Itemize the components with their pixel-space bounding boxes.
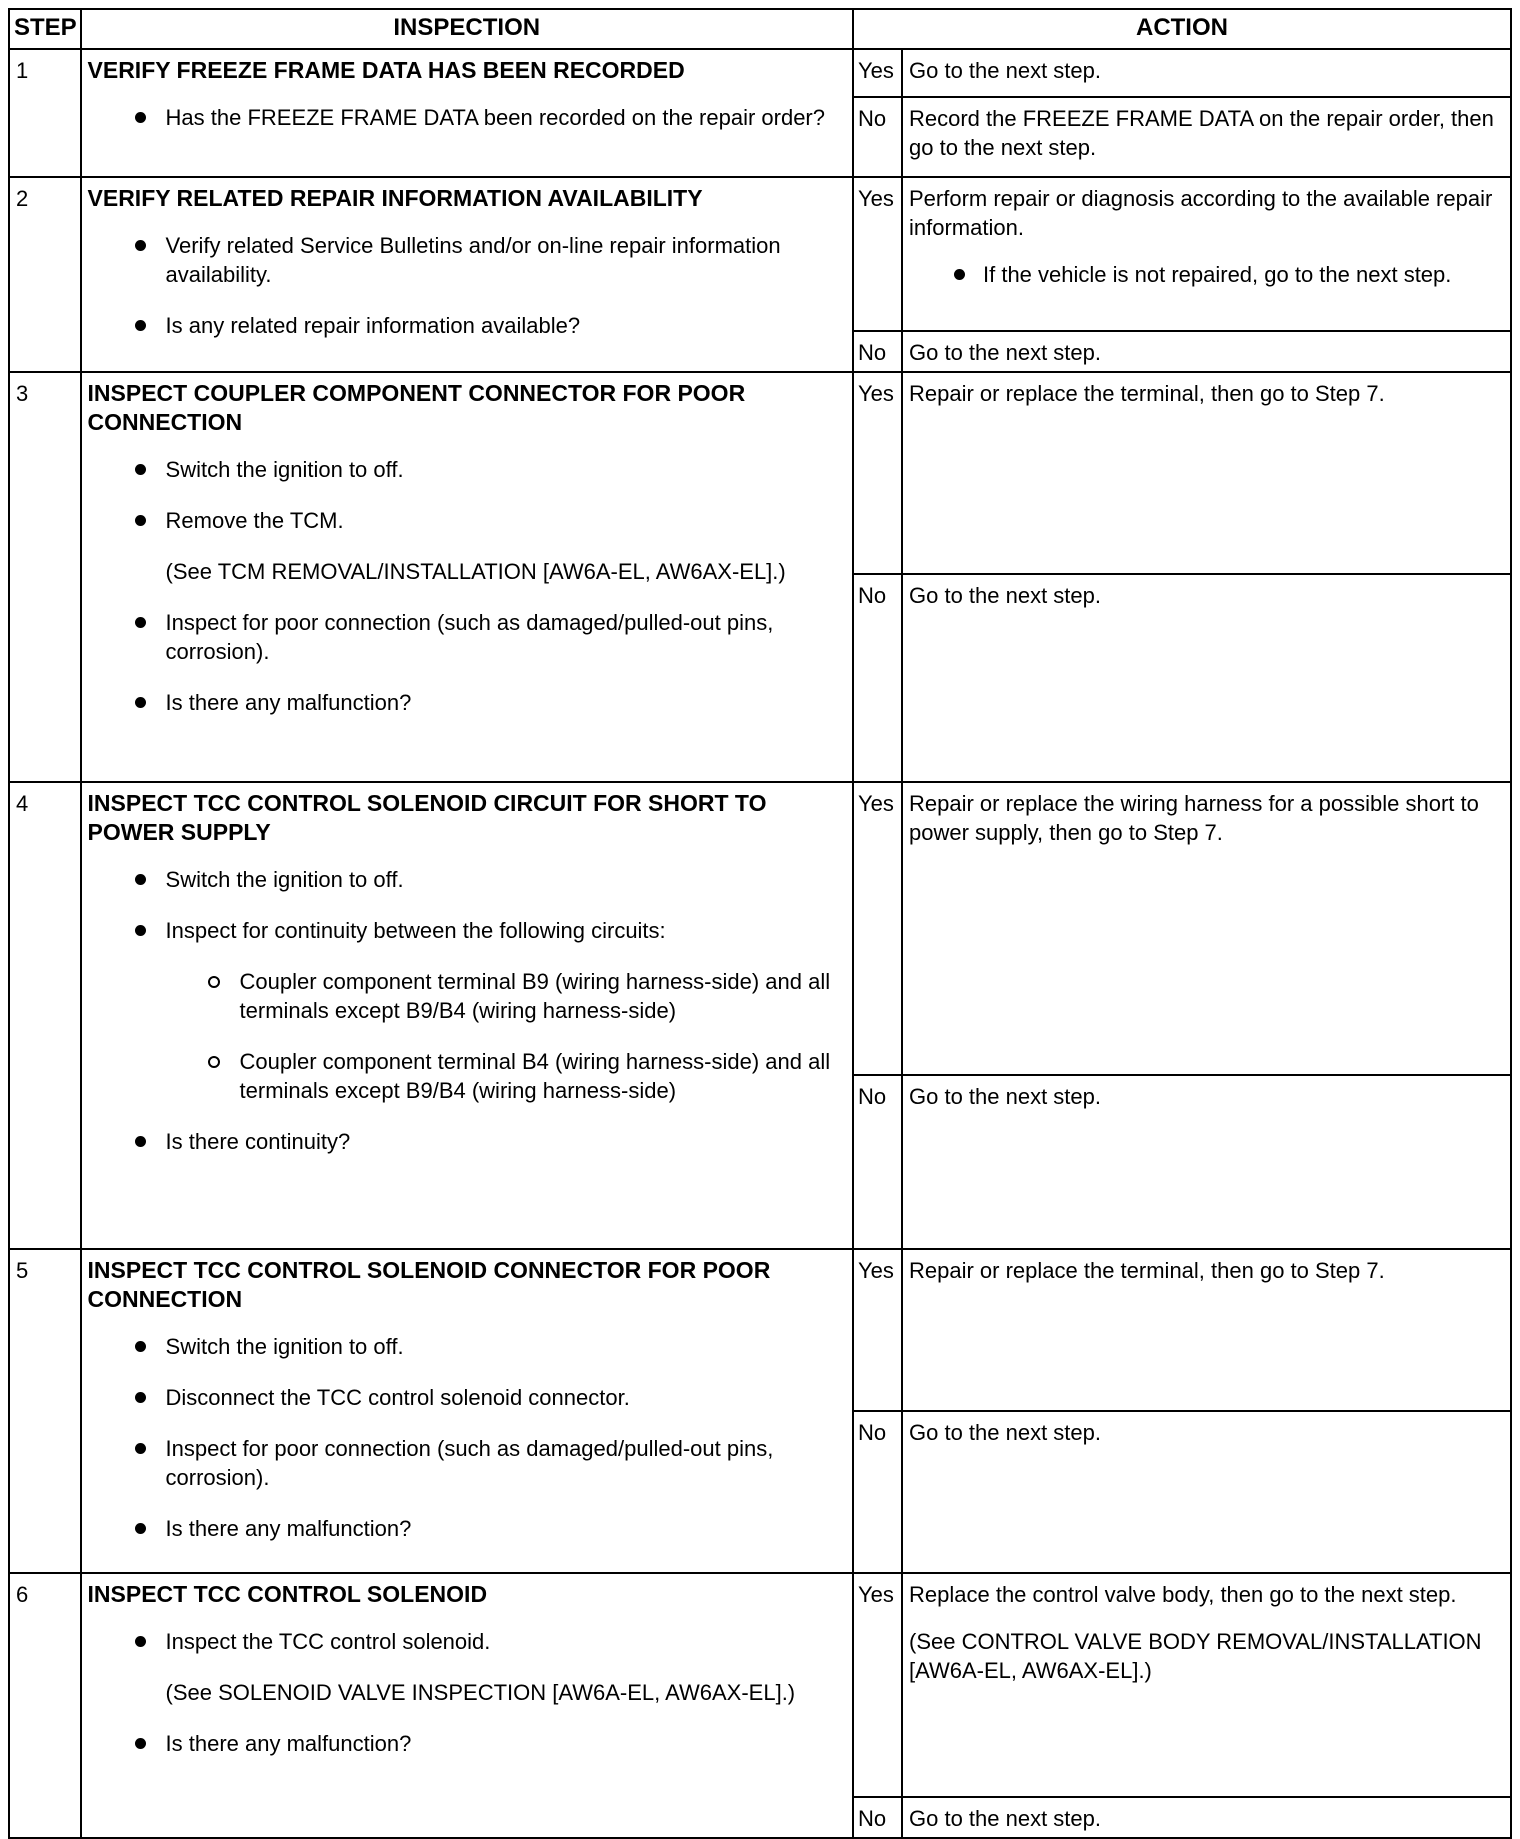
yes-action: Repair or replace the terminal, then go to Step 7. bbox=[902, 1249, 1511, 1411]
no-label: No bbox=[853, 97, 902, 177]
no-action: Go to the next step. bbox=[902, 1411, 1511, 1573]
header-step: STEP bbox=[9, 9, 81, 49]
inspection-cell bbox=[81, 372, 853, 782]
step-number: 5 bbox=[9, 1249, 81, 1573]
yes-action: Go to the next step. bbox=[902, 49, 1511, 97]
yes-action: Repair or replace the terminal, then go to Step 7. bbox=[902, 372, 1511, 574]
inspection-item: Inspect for poor connection (such as damaged/pulled-out pins, corrosion). bbox=[88, 1434, 846, 1492]
table-header-row bbox=[9, 9, 1511, 49]
inspection-table bbox=[8, 8, 1512, 1839]
no-label: No bbox=[853, 574, 902, 782]
yes-action: Replace the control valve body, then go to the next step. bbox=[909, 1582, 1457, 1607]
step-title: VERIFY FREEZE FRAME DATA HAS BEEN RECORDED bbox=[87, 57, 685, 83]
step-title: INSPECT COUPLER COMPONENT CONNECTOR FOR POOR CONNECTION bbox=[87, 380, 746, 435]
inspection-item: Disconnect the TCC control solenoid connector. bbox=[88, 1383, 846, 1412]
no-action: Go to the next step. bbox=[902, 1075, 1511, 1249]
no-action: Record the FREEZE FRAME DATA on the repair order, then go to the next step. bbox=[902, 97, 1511, 177]
no-action: Go to the next step. bbox=[902, 1797, 1511, 1838]
no-label: No bbox=[853, 1411, 902, 1573]
inspection-document bbox=[8, 8, 1512, 1839]
step-row-4 bbox=[9, 782, 1511, 1075]
inspection-cell bbox=[81, 49, 853, 177]
inspection-item: Inspect the TCC control solenoid. bbox=[88, 1627, 846, 1656]
yes-action: Perform repair or diagnosis according to the available repair information. bbox=[909, 186, 1493, 240]
inspection-item: Is there any malfunction? bbox=[88, 1729, 846, 1758]
inspection-cell bbox=[81, 1573, 853, 1838]
step-row-5 bbox=[9, 1249, 1511, 1411]
no-label: No bbox=[853, 331, 902, 372]
inspection-item: Inspect for continuity between the following circuits: bbox=[88, 916, 846, 945]
yes-label: Yes bbox=[853, 782, 902, 1075]
step-number: 6 bbox=[9, 1573, 81, 1838]
inspection-item: Has the FREEZE FRAME DATA been recorded on the repair order? bbox=[88, 103, 846, 132]
yes-action-cell bbox=[902, 177, 1511, 331]
yes-label: Yes bbox=[853, 177, 902, 331]
step-title: INSPECT TCC CONTROL SOLENOID bbox=[87, 1581, 488, 1607]
no-action: Go to the next step. bbox=[902, 331, 1511, 372]
yes-label: Yes bbox=[853, 1249, 902, 1411]
no-label: No bbox=[853, 1075, 902, 1249]
action-bullet: If the vehicle is not repaired, go to the next step. bbox=[909, 260, 1504, 289]
step-title: INSPECT TCC CONTROL SOLENOID CONNECTOR FOR POOR CONNECTION bbox=[87, 1257, 771, 1312]
step-number: 1 bbox=[9, 49, 81, 177]
inspection-item: Is there any malfunction? bbox=[88, 688, 846, 717]
yes-action-cell bbox=[902, 1573, 1511, 1797]
no-action: Go to the next step. bbox=[902, 574, 1511, 782]
inspection-subitem: Coupler component terminal B9 (wiring harness-side) and all terminals except B9/B4 (wiring harness-side) bbox=[88, 967, 846, 1025]
step-row-1 bbox=[9, 49, 1511, 97]
step-title: INSPECT TCC CONTROL SOLENOID CIRCUIT FOR SHORT TO POWER SUPPLY bbox=[87, 790, 767, 845]
step-number: 4 bbox=[9, 782, 81, 1249]
inspection-item: Switch the ignition to off. bbox=[88, 455, 846, 484]
inspection-item: Is any related repair information available? bbox=[88, 311, 846, 340]
step-row-3 bbox=[9, 372, 1511, 574]
yes-label: Yes bbox=[853, 49, 902, 97]
inspection-item: Switch the ignition to off. bbox=[88, 1332, 846, 1361]
inspection-item: Switch the ignition to off. bbox=[88, 865, 846, 894]
reference-note: (See TCM REMOVAL/INSTALLATION [AW6A-EL, AW6AX-EL].) bbox=[165, 559, 786, 584]
inspection-item: Inspect for poor connection (such as damaged/pulled-out pins, corrosion). bbox=[88, 608, 846, 666]
step-row-2 bbox=[9, 177, 1511, 331]
yes-action: Repair or replace the wiring harness for a possible short to power supply, then go to Step 7. bbox=[902, 782, 1511, 1075]
reference-note: (See CONTROL VALVE BODY REMOVAL/INSTALLATION [AW6A-EL, AW6AX-EL].) bbox=[909, 1629, 1482, 1683]
yes-label: Yes bbox=[853, 372, 902, 574]
inspection-item: Verify related Service Bulletins and/or on-line repair information availability. bbox=[88, 231, 846, 289]
reference-note: (See SOLENOID VALVE INSPECTION [AW6A-EL, AW6AX-EL].) bbox=[165, 1680, 796, 1705]
step-row-6 bbox=[9, 1573, 1511, 1797]
no-label: No bbox=[853, 1797, 902, 1838]
inspection-item: Remove the TCM. bbox=[88, 506, 846, 535]
inspection-subitem: Coupler component terminal B4 (wiring harness-side) and all terminals except B9/B4 (wiring harness-side) bbox=[88, 1047, 846, 1105]
step-number: 3 bbox=[9, 372, 81, 782]
inspection-item: Is there continuity? bbox=[88, 1127, 846, 1156]
step-title: VERIFY RELATED REPAIR INFORMATION AVAILABILITY bbox=[87, 185, 703, 211]
header-inspection: INSPECTION bbox=[81, 9, 853, 49]
inspection-cell bbox=[81, 1249, 853, 1573]
inspection-item: Is there any malfunction? bbox=[88, 1514, 846, 1543]
header-action: ACTION bbox=[853, 9, 1511, 49]
step-number: 2 bbox=[9, 177, 81, 372]
inspection-cell bbox=[81, 177, 853, 372]
yes-label: Yes bbox=[853, 1573, 902, 1797]
inspection-cell bbox=[81, 782, 853, 1249]
